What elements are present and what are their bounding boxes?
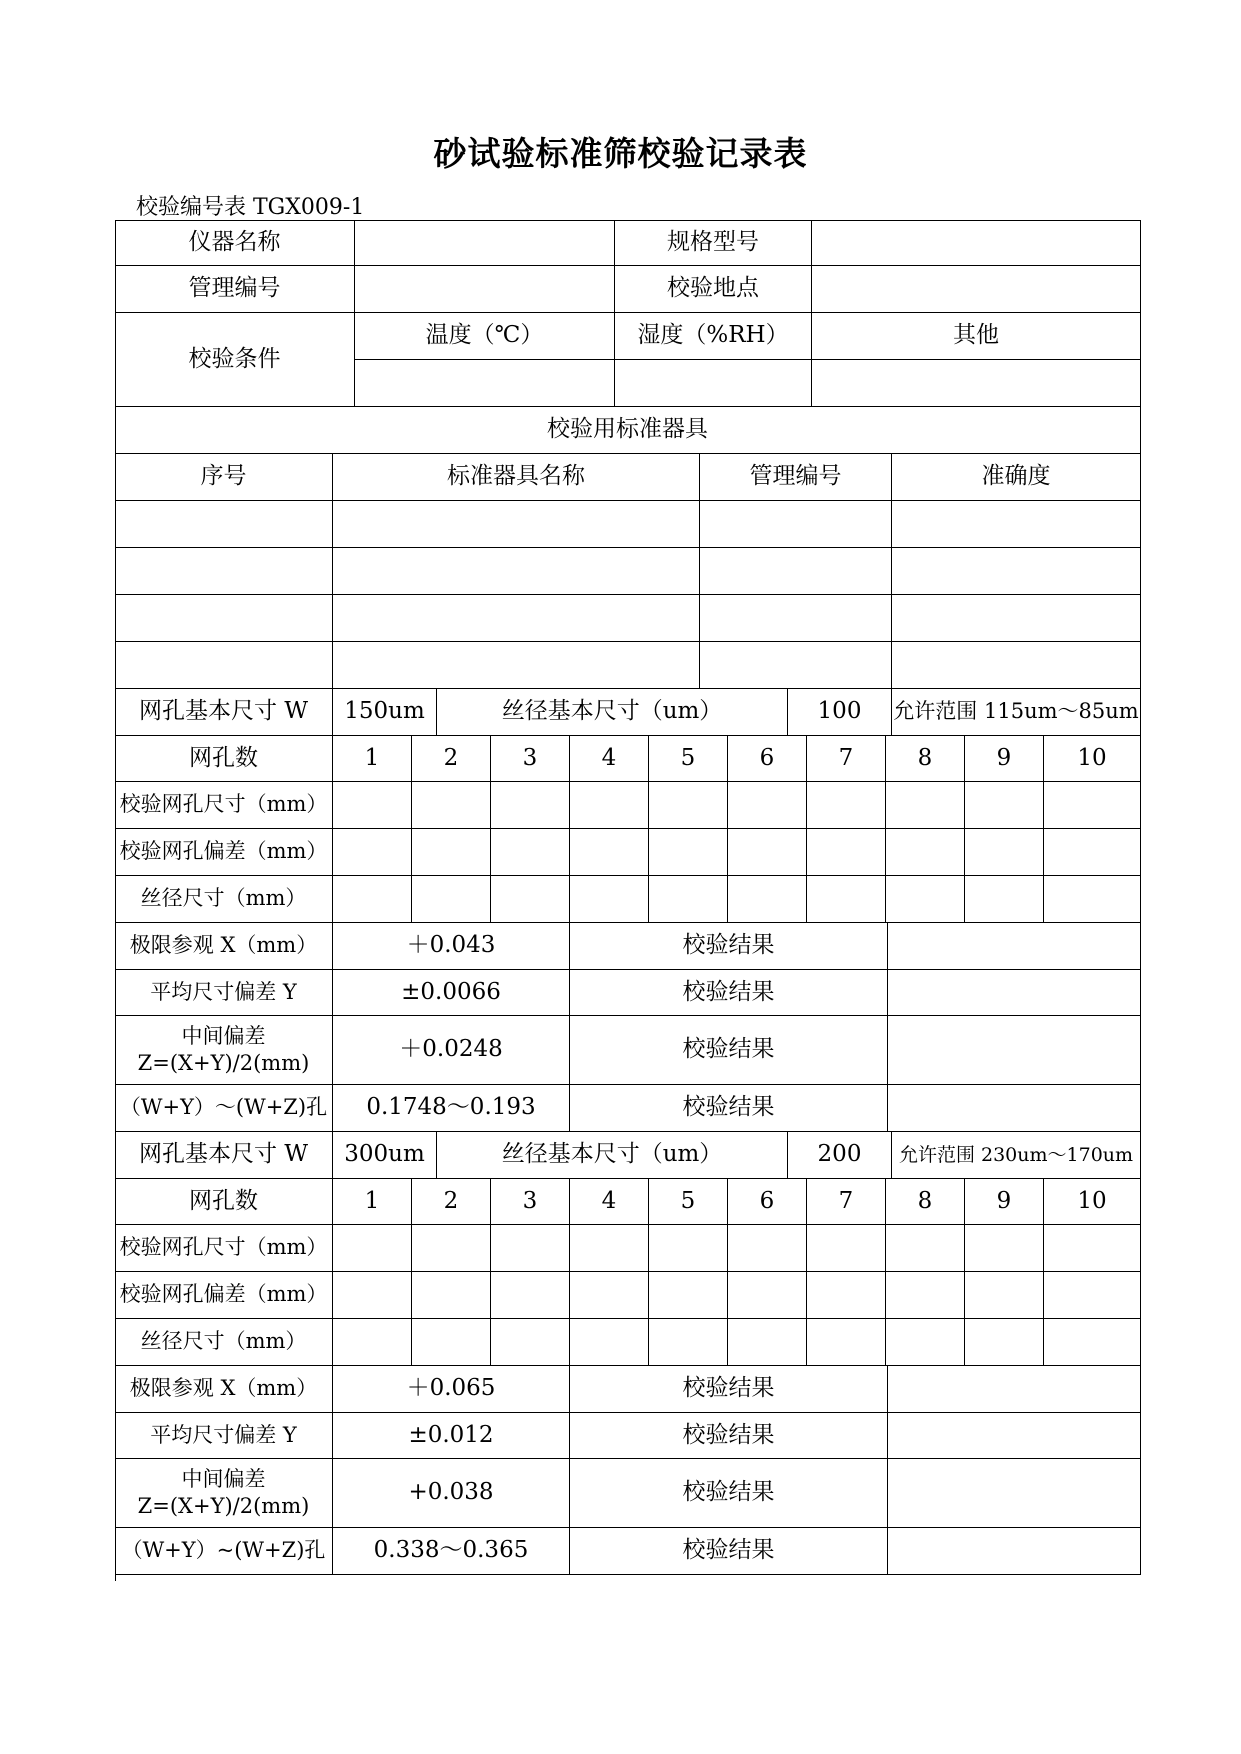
standards-seq-cell[interactable] (115, 501, 333, 548)
hole-number-8: 8 (886, 1179, 965, 1225)
input-result[interactable] (888, 1016, 1141, 1085)
hole-number-1: 1 (333, 736, 412, 782)
measure-cell[interactable] (807, 829, 886, 876)
hole-number-5: 5 (649, 736, 728, 782)
measure-cell[interactable] (333, 876, 412, 923)
measure-cell[interactable] (491, 876, 570, 923)
value-limit: ＋0.043 (333, 923, 570, 970)
label-avg-deviation: 平均尺寸偏差 Y (115, 970, 333, 1016)
measure-cell[interactable] (333, 1319, 412, 1366)
input-result[interactable] (888, 1085, 1141, 1132)
hole-number-7: 7 (807, 1179, 886, 1225)
measure-cell[interactable] (333, 1225, 412, 1272)
label-result: 校验结果 (570, 1528, 888, 1575)
hole-number-1: 1 (333, 1179, 412, 1225)
label-conditions: 校验条件 (115, 313, 355, 407)
standards-name-cell[interactable] (333, 501, 700, 548)
input-management-no[interactable] (355, 266, 615, 313)
measure-cell[interactable] (412, 876, 491, 923)
measure-cell[interactable] (649, 782, 728, 829)
label-result: 校验结果 (570, 1085, 888, 1132)
measure-cell[interactable] (412, 829, 491, 876)
measure-cell[interactable] (570, 876, 649, 923)
measure-cell[interactable] (649, 829, 728, 876)
form-title: 砂试验标准筛校验记录表 (433, 134, 808, 173)
calibration-record-table (115, 220, 1141, 1581)
input-result[interactable] (888, 1413, 1141, 1459)
standards-section-title: 校验用标准器具 (115, 407, 1141, 454)
measure-cell[interactable] (965, 1225, 1044, 1272)
label-result: 校验结果 (570, 1016, 888, 1085)
standards-name-cell[interactable] (333, 642, 700, 689)
label-mid-deviation (115, 1016, 333, 1085)
measure-cell[interactable] (1044, 1272, 1141, 1319)
measure-cell[interactable] (886, 1225, 965, 1272)
standards-mgmt-cell[interactable] (700, 595, 892, 642)
label-result: 校验结果 (570, 1413, 888, 1459)
measure-cell[interactable] (333, 782, 412, 829)
measure-cell[interactable] (412, 782, 491, 829)
hole-number-4: 4 (570, 1179, 649, 1225)
measure-cell[interactable] (333, 1272, 412, 1319)
label-limit: 极限参观 X（mm） (115, 923, 333, 970)
value-avg-deviation: ±0.0066 (333, 970, 570, 1016)
standards-seq-cell[interactable] (115, 548, 333, 595)
value-hole-range: 0.338～0.365 (333, 1528, 570, 1575)
standards-name-cell[interactable] (333, 548, 700, 595)
label-row-size: 校验网孔尺寸（mm） (115, 782, 333, 829)
label-management-no: 管理编号 (115, 266, 355, 313)
measure-cell[interactable] (728, 1272, 807, 1319)
measure-cell[interactable] (886, 1319, 965, 1366)
measure-cell[interactable] (1044, 876, 1141, 923)
value-mesh-size: 150um (333, 689, 437, 736)
measure-cell[interactable] (886, 829, 965, 876)
value-wire-size: 100 (788, 689, 892, 736)
measure-cell[interactable] (649, 1272, 728, 1319)
allowed-range: 允许范围 230um～170um (892, 1132, 1141, 1179)
measure-cell[interactable] (649, 1225, 728, 1272)
label-hole-range: （W+Y）~(W+Z)孔 (115, 1528, 333, 1575)
standards-mgmt-cell[interactable] (700, 548, 892, 595)
label-hole-range: （W+Y）～(W+Z)孔 (115, 1085, 333, 1132)
label-row-wire: 丝径尺寸（mm） (115, 876, 333, 923)
standards-seq-cell[interactable] (115, 595, 333, 642)
measure-cell[interactable] (491, 1272, 570, 1319)
label-row-size: 校验网孔尺寸（mm） (115, 1225, 333, 1272)
measure-cell[interactable] (649, 876, 728, 923)
col-name-header: 标准器具名称 (333, 454, 700, 501)
label-instrument-name: 仪器名称 (115, 220, 355, 266)
label-result: 校验结果 (570, 1459, 888, 1528)
hole-number-9: 9 (965, 736, 1044, 782)
label-mid-deviation (115, 1459, 333, 1528)
standards-accuracy-cell[interactable] (892, 501, 1141, 548)
measure-cell[interactable] (570, 1225, 649, 1272)
measure-cell[interactable] (333, 829, 412, 876)
label-mesh-size: 网孔基本尺寸 W (115, 1132, 333, 1179)
label-other: 其他 (812, 313, 1141, 360)
value-wire-size: 200 (788, 1132, 892, 1179)
input-result[interactable] (888, 970, 1141, 1016)
value-mid-deviation: +0.038 (333, 1459, 570, 1528)
measure-cell[interactable] (1044, 829, 1141, 876)
value-hole-range: 0.1748～0.193 (333, 1085, 570, 1132)
col-seq-header: 序号 (115, 454, 333, 501)
label-temperature: 温度（℃） (355, 313, 615, 360)
measure-cell[interactable] (965, 1319, 1044, 1366)
input-result[interactable] (888, 923, 1141, 970)
measure-cell[interactable] (570, 1272, 649, 1319)
input-result[interactable] (888, 1459, 1141, 1528)
label-avg-deviation: 平均尺寸偏差 Y (115, 1413, 333, 1459)
measure-cell[interactable] (491, 782, 570, 829)
form-code: 校验编号表 TGX009-1 (136, 195, 365, 220)
input-location[interactable] (812, 266, 1141, 313)
input-result[interactable] (888, 1528, 1141, 1575)
hole-number-2: 2 (412, 1179, 491, 1225)
label-mid-deviation-line-1: 中间偏差 (181, 1023, 266, 1048)
standards-mgmt-cell[interactable] (700, 501, 892, 548)
label-mesh-size: 网孔基本尺寸 W (115, 689, 333, 736)
measure-cell[interactable] (728, 876, 807, 923)
col-accuracy-header: 准确度 (892, 454, 1141, 501)
measure-cell[interactable] (965, 1272, 1044, 1319)
label-location: 校验地点 (615, 266, 812, 313)
label-result: 校验结果 (570, 923, 888, 970)
hole-number-5: 5 (649, 1179, 728, 1225)
hole-number-10: 10 (1044, 1179, 1141, 1225)
measure-cell[interactable] (570, 1319, 649, 1366)
hole-number-10: 10 (1044, 736, 1141, 782)
hole-number-7: 7 (807, 736, 886, 782)
standards-accuracy-cell[interactable] (892, 642, 1141, 689)
measure-cell[interactable] (886, 782, 965, 829)
measure-cell[interactable] (1044, 1319, 1141, 1366)
label-limit: 极限参观 X（mm） (115, 1366, 333, 1413)
hole-number-6: 6 (728, 736, 807, 782)
label-row-wire: 丝径尺寸（mm） (115, 1319, 333, 1366)
hole-number-2: 2 (412, 736, 491, 782)
measure-cell[interactable] (886, 876, 965, 923)
value-mid-deviation: ＋0.0248 (333, 1016, 570, 1085)
measure-cell[interactable] (807, 1319, 886, 1366)
input-spec-model[interactable] (812, 220, 1141, 266)
measure-cell[interactable] (728, 1319, 807, 1366)
hole-number-9: 9 (965, 1179, 1044, 1225)
measure-cell[interactable] (412, 1319, 491, 1366)
label-result: 校验结果 (570, 970, 888, 1016)
measure-cell[interactable] (491, 1319, 570, 1366)
measure-cell[interactable] (965, 782, 1044, 829)
label-result: 校验结果 (570, 1366, 888, 1413)
value-avg-deviation: ±0.012 (333, 1413, 570, 1459)
label-mid-deviation-line-2: Z=(X+Y)/2(mm) (137, 1051, 310, 1075)
allowed-range: 允许范围 115um～85um (892, 689, 1141, 736)
measure-cell[interactable] (807, 876, 886, 923)
measure-cell[interactable] (965, 829, 1044, 876)
label-holes: 网孔数 (115, 736, 333, 782)
measure-cell[interactable] (728, 1225, 807, 1272)
label-wire-size: 丝径基本尺寸（um） (437, 1132, 788, 1179)
measure-cell[interactable] (1044, 1225, 1141, 1272)
measure-cell[interactable] (570, 782, 649, 829)
hole-number-4: 4 (570, 736, 649, 782)
measure-cell[interactable] (728, 829, 807, 876)
standards-accuracy-cell[interactable] (892, 595, 1141, 642)
standards-seq-cell[interactable] (115, 642, 333, 689)
value-limit: ＋0.065 (333, 1366, 570, 1413)
input-temperature[interactable] (355, 360, 615, 407)
measure-cell[interactable] (807, 1272, 886, 1319)
standards-name-cell[interactable] (333, 595, 700, 642)
value-mesh-size: 300um (333, 1132, 437, 1179)
hole-number-8: 8 (886, 736, 965, 782)
label-row-dev: 校验网孔偏差（mm） (115, 1272, 333, 1319)
input-other[interactable] (812, 360, 1141, 407)
input-instrument-name[interactable] (355, 220, 615, 266)
measure-cell[interactable] (412, 1272, 491, 1319)
measure-cell[interactable] (886, 1272, 965, 1319)
label-spec-model: 规格型号 (615, 220, 812, 266)
measure-cell[interactable] (807, 1225, 886, 1272)
standards-mgmt-cell[interactable] (700, 642, 892, 689)
hole-number-3: 3 (491, 1179, 570, 1225)
measure-cell[interactable] (570, 829, 649, 876)
measure-cell[interactable] (412, 1225, 491, 1272)
input-result[interactable] (888, 1366, 1141, 1413)
label-mid-deviation-line-2: Z=(X+Y)/2(mm) (137, 1494, 310, 1518)
measure-cell[interactable] (491, 829, 570, 876)
label-wire-size: 丝径基本尺寸（um） (437, 689, 788, 736)
measure-cell[interactable] (649, 1319, 728, 1366)
label-mid-deviation-line-1: 中间偏差 (181, 1466, 266, 1491)
hole-number-3: 3 (491, 736, 570, 782)
measure-cell[interactable] (807, 782, 886, 829)
measure-cell[interactable] (965, 876, 1044, 923)
label-row-dev: 校验网孔偏差（mm） (115, 829, 333, 876)
hole-number-6: 6 (728, 1179, 807, 1225)
measure-cell[interactable] (491, 1225, 570, 1272)
measure-cell[interactable] (1044, 782, 1141, 829)
label-holes: 网孔数 (115, 1179, 333, 1225)
label-humidity: 湿度（%RH） (615, 313, 812, 360)
col-mgmt-header: 管理编号 (700, 454, 892, 501)
standards-accuracy-cell[interactable] (892, 548, 1141, 595)
measure-cell[interactable] (728, 782, 807, 829)
input-humidity[interactable] (615, 360, 812, 407)
